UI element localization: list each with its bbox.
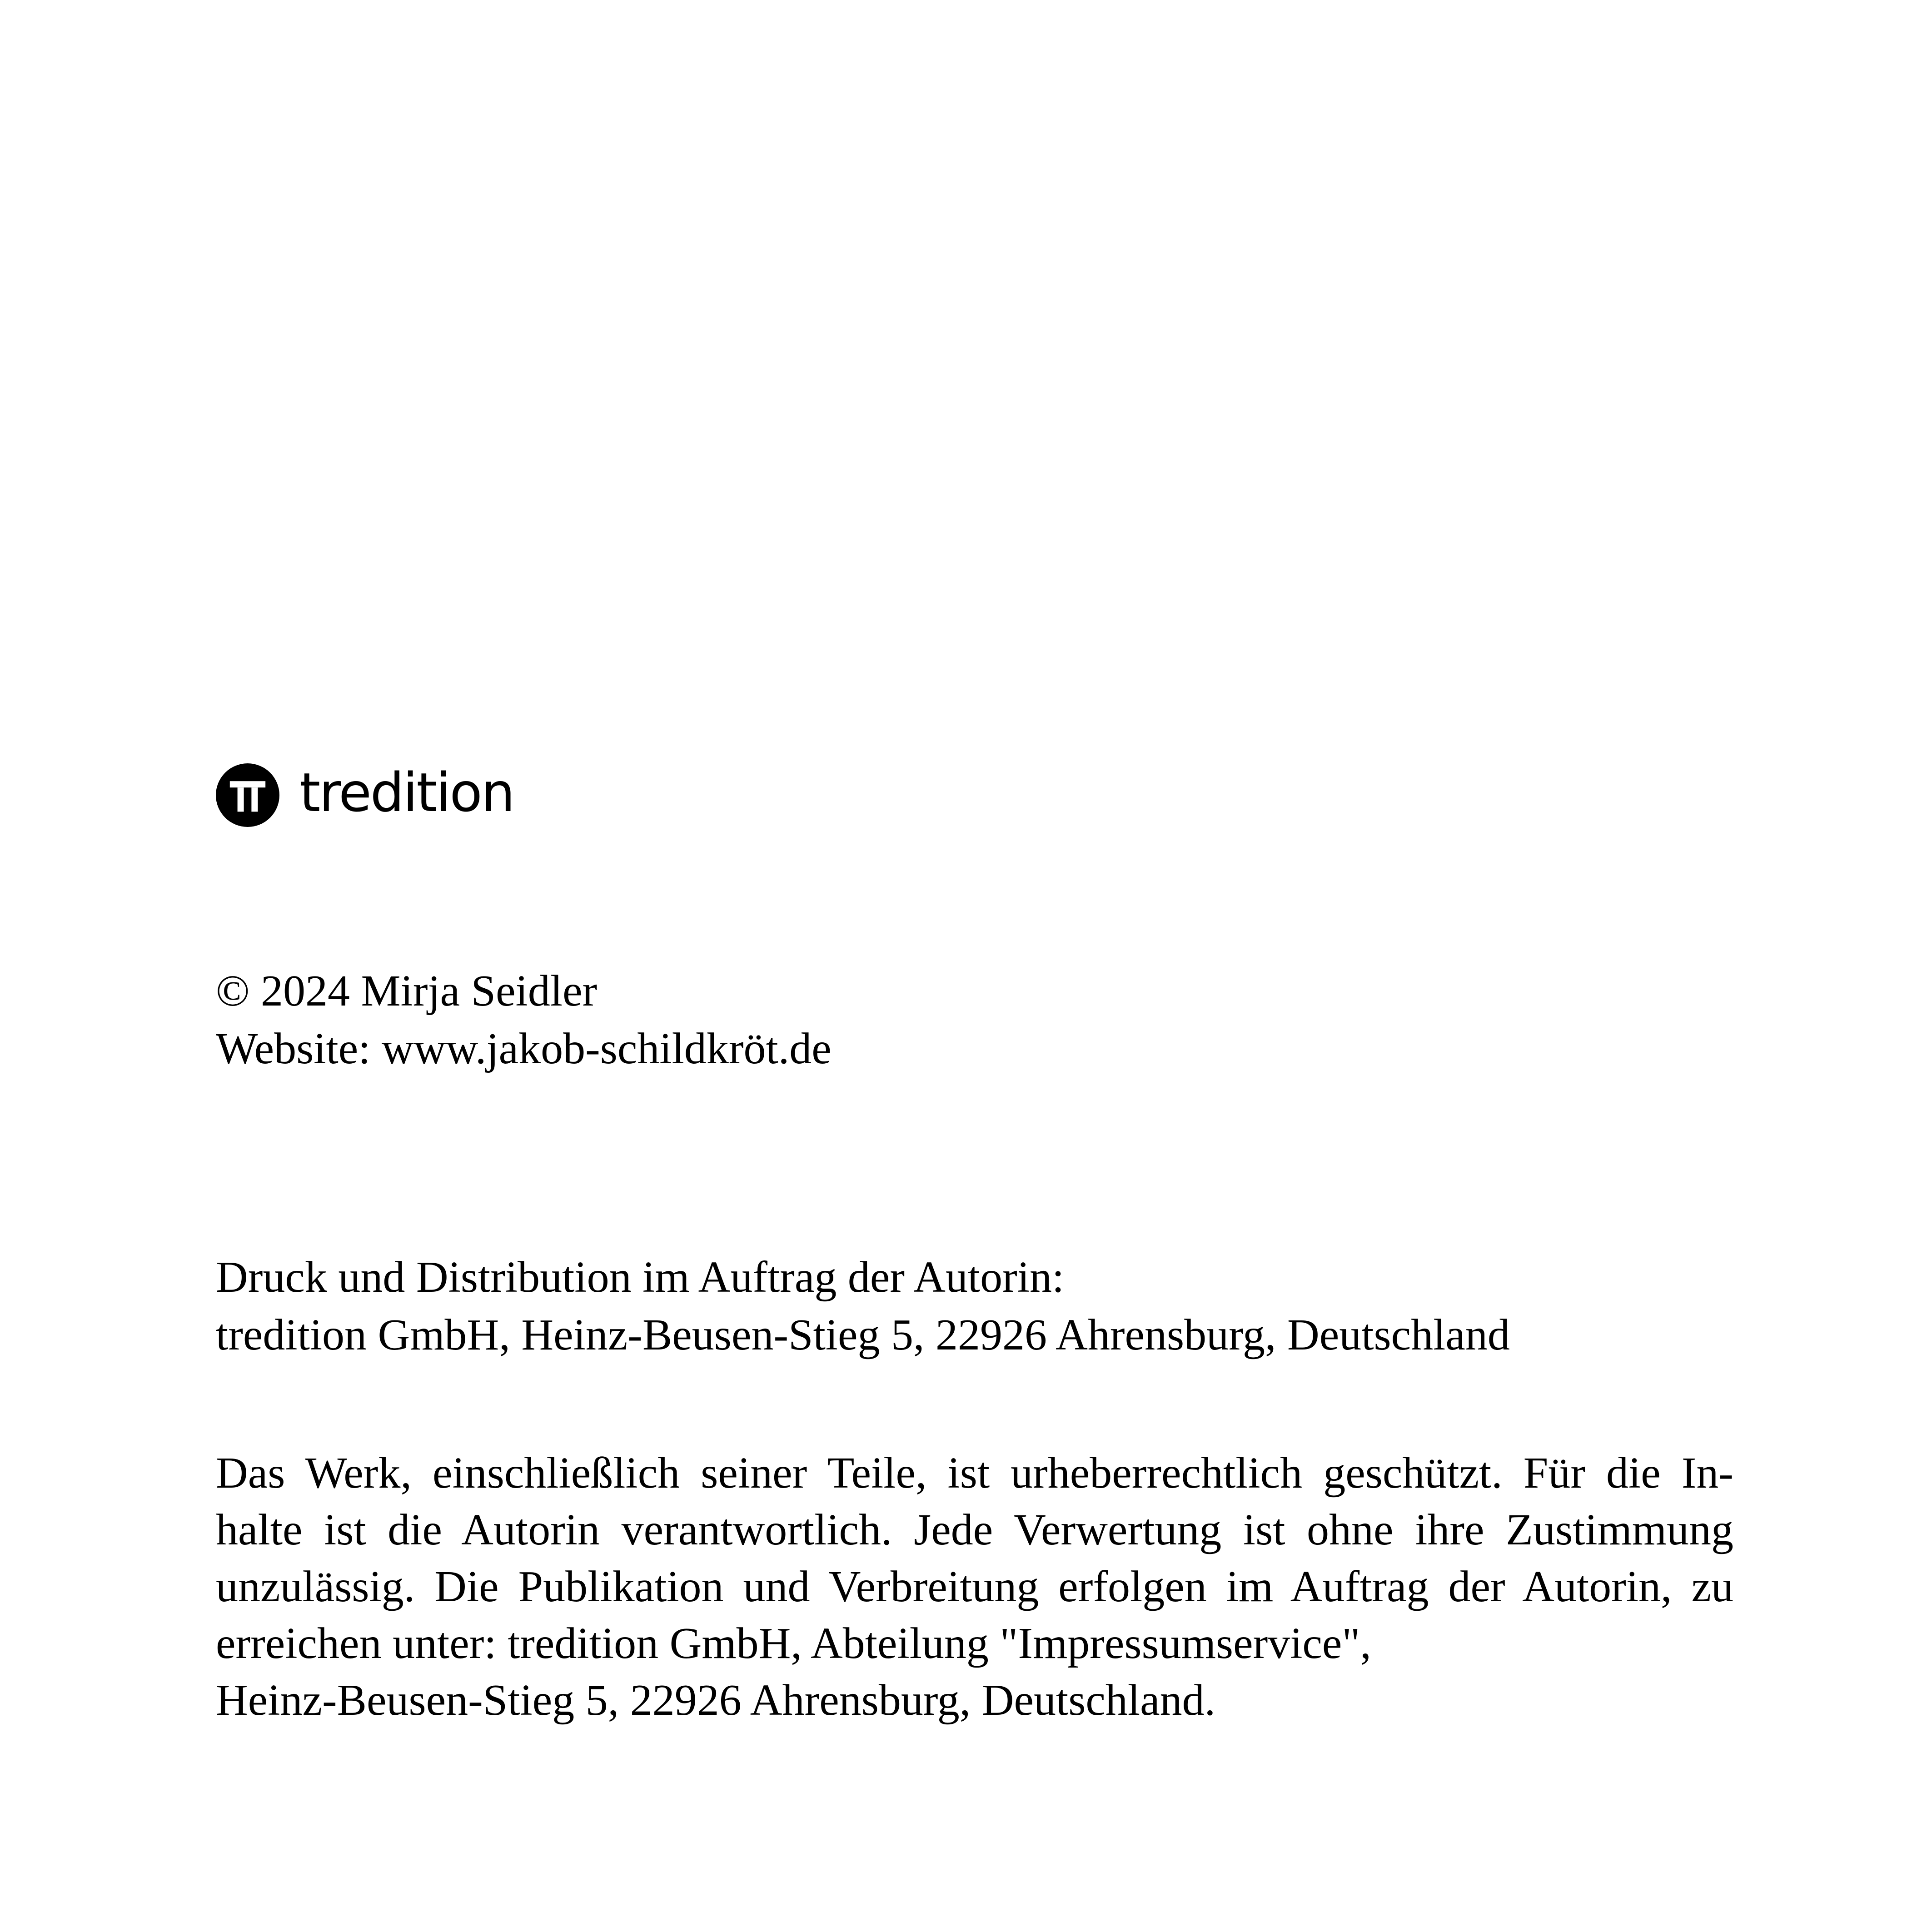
legal-line-2: halte ist die Autorin verantwortlich. Jede Verwertung ist ohne ihre Zustimmung <box>216 1505 1733 1554</box>
legal-line-3: unzulässig. Die Publikation und Verbreitung erfolgen im Auftrag der Autorin, zu <box>216 1562 1733 1611</box>
printing-block <box>216 1249 1510 1364</box>
copyright-line: © 2024 Mirja Seidler <box>216 966 598 1016</box>
legal-line-1: Das Werk, einschließlich seiner Teile, ist urheberrechtlich geschützt. Für die In- <box>216 1449 1733 1498</box>
legal-line-5: Heinz-Beusen-Stieg 5, 22926 Ahrensburg, Deutschland. <box>216 1676 1216 1725</box>
copyright-block <box>216 962 832 1078</box>
website-line: Website: www.jakob-schildkröt.de <box>216 1024 832 1073</box>
legal-line-4: erreichen unter: tredition GmbH, Abteilung "Impressumservice", <box>216 1619 1371 1668</box>
tredition-logo-icon <box>216 763 279 827</box>
printing-line-2: tredition GmbH, Heinz-Beusen-Stieg 5, 22926 Ahrensburg, Deutschland <box>216 1310 1510 1359</box>
publisher-name: tredition <box>299 761 514 824</box>
publisher-logo <box>216 763 514 827</box>
printing-line-1: Druck und Distribution im Auftrag der Autorin: <box>216 1253 1065 1302</box>
legal-notice <box>216 1445 1733 1729</box>
